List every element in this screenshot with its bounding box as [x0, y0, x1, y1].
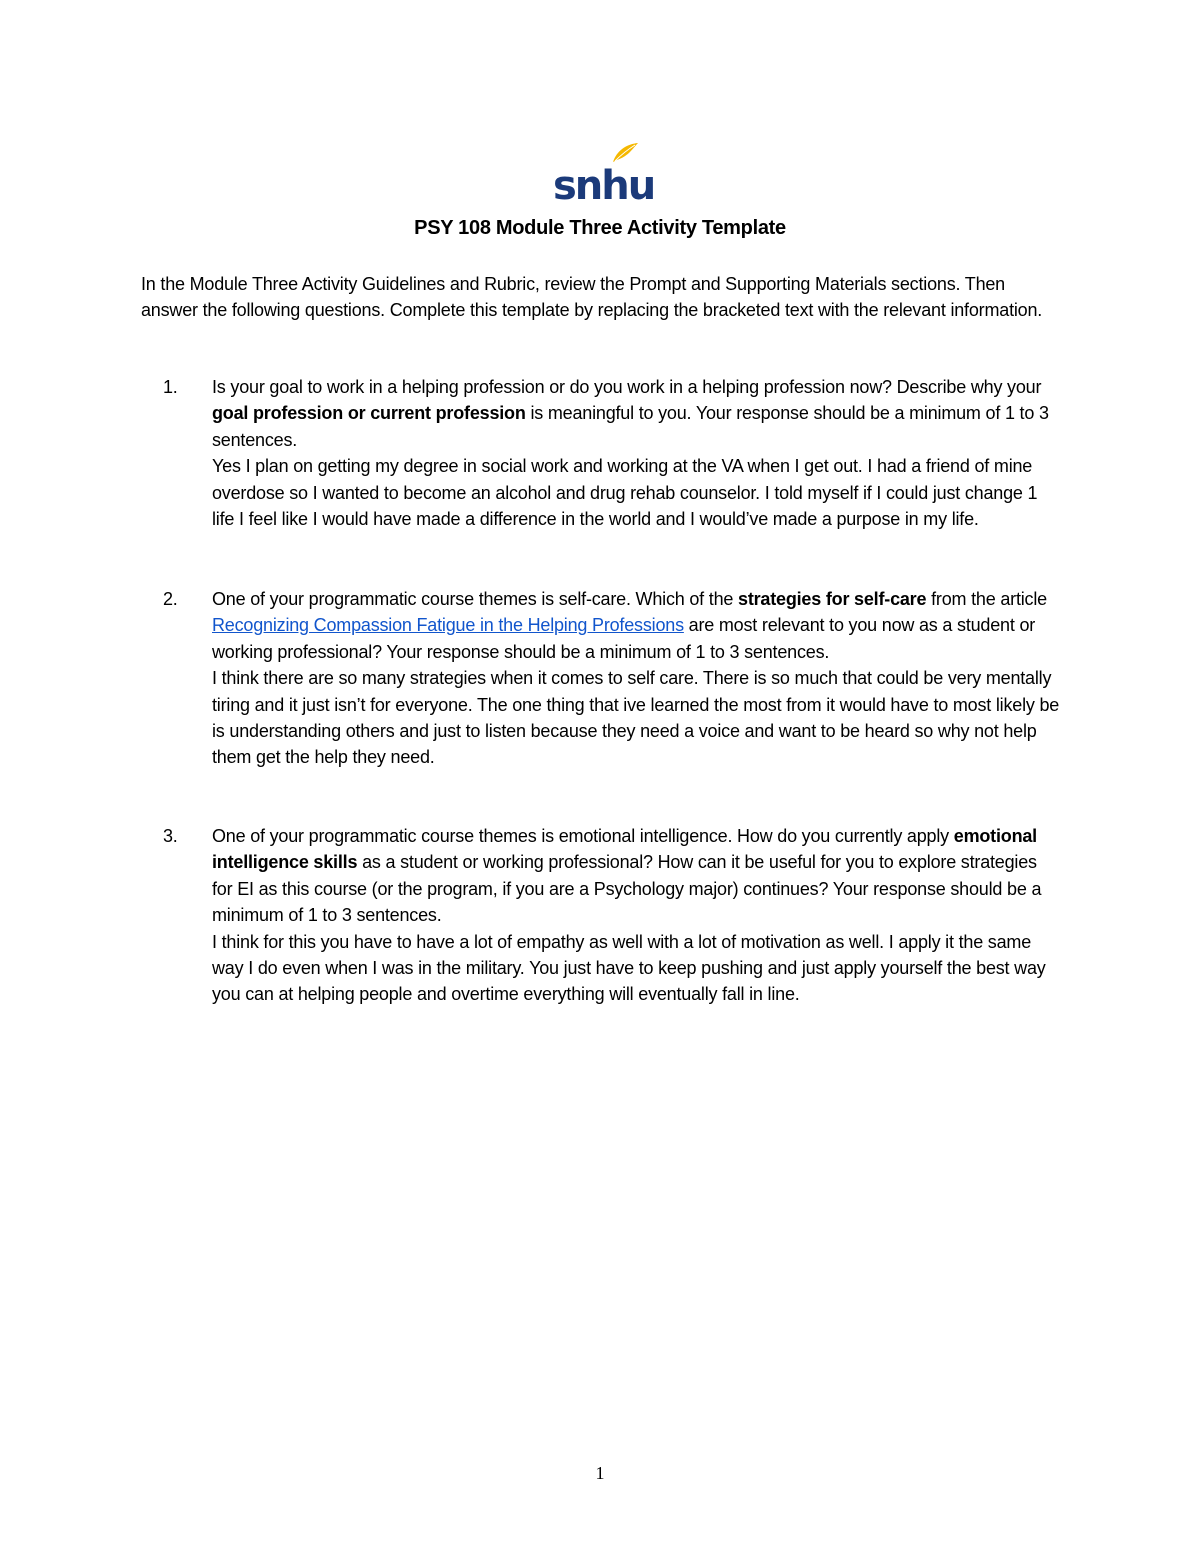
question-prompt — [212, 586, 1061, 665]
prompt-text: as a student or working professional? How can it be useful for you to explore strategies for EI as this course (or the program, if you are a Psychology major) continues? Your response should be a minimum of 1 to 3 sentences. — [212, 852, 1042, 926]
question-3 — [141, 823, 1061, 1008]
document-title: PSY 108 Module Three Activity Template — [414, 217, 786, 239]
intro-paragraph: In the Module Three Activity Guidelines and Rubric, review the Prompt and Supporting Materials sections. Then answer the following questions. Complete this template by replacing the bracketed text with the relevant information. — [141, 274, 1043, 321]
prompt-text: One of your programmatic course themes is self-care. Which of the — [212, 589, 739, 609]
prompt-text: One of your programmatic course themes is emotional intelligence. How do you currently apply — [212, 826, 954, 846]
prompt-emphasis: goal profession or current profession — [212, 403, 526, 424]
question-number: 3. — [163, 826, 178, 846]
snhu-logo — [553, 140, 655, 209]
prompt-text: are most relevant to you now as a student or working professional? Your response should be a minimum of 1 to 3 sentences. — [212, 615, 1036, 662]
question-prompt — [212, 374, 1061, 453]
prompt-text: Is your goal to work in a helping profession or do you work in a helping profession now? Describe why your — [212, 377, 1042, 397]
prompt-text: from the article — [926, 589, 1047, 609]
prompt-emphasis: emotional intelligence skills — [212, 826, 1037, 873]
prompt-text: is meaningful to you. Your response should be a minimum of 1 to 3 sentences. — [212, 403, 1049, 450]
question-body — [212, 823, 1061, 1008]
question-prompt — [212, 823, 1061, 929]
logo-wordmark: snhu — [553, 163, 655, 209]
answer-text: Yes I plan on getting my degree in social work and working at the VA when I get out. I had a friend of mine overdose so I wanted to become an alcohol and drug rehab counselor. I told myself if I could just change 1 life I feel like I would have made a difference in the world and I would’ve made a purpose in my life. — [212, 456, 1038, 530]
question-number: 2. — [163, 589, 178, 609]
question-number: 1. — [163, 377, 178, 397]
page-number: 1 — [595, 1463, 605, 1483]
answer-text: I think there are so many strategies when it comes to self care. There is so much that could be very mentally tiring and it just isn’t for everyone. The one thing that ive learned the most from it would have to most likely be is understanding others and just to listen because they need a voice and want to be heard so why not help them get the help they need. — [212, 668, 1060, 768]
answer-text: I think for this you have to have a lot of empathy as well with a lot of motivation as well. I apply it the same way I do even when I was in the military. You just have to keep pushing and just apply yourself the best way you can at helping people and overtime everything will eventually fall in line. — [212, 931, 1046, 1005]
question-body — [212, 374, 1061, 532]
question-2 — [141, 586, 1061, 771]
question-1 — [141, 374, 1061, 532]
prompt-emphasis: strategies for self-care — [738, 589, 927, 609]
question-body — [212, 586, 1061, 771]
leaf-icon — [611, 142, 639, 164]
article-link[interactable]: Recognizing Compassion Fatigue in the Helping Professions — [212, 615, 684, 636]
